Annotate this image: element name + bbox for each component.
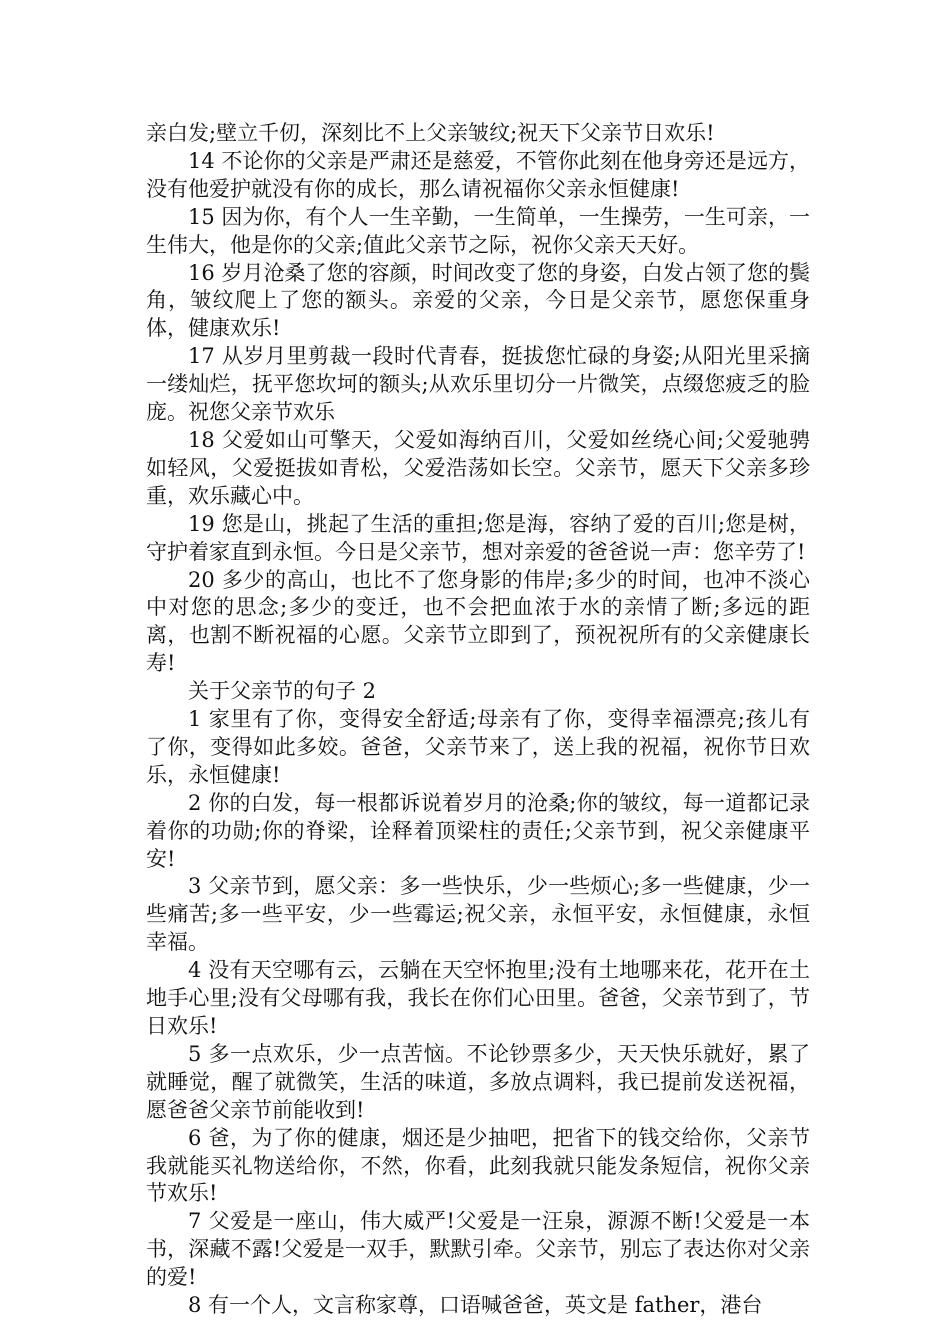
section-heading: 关于父亲节的句子 2 <box>188 679 377 704</box>
paragraph-2: 2 你的白发，每一根都诉说着岁月的沧桑;你的皱纹，每一道都记录着你的功勋;你的脊梁，诠释着顶梁柱的责任;父亲节到，祝父亲健康平安! <box>146 790 810 871</box>
paragraph-15: 15 因为你，有个人一生辛勤，一生简单，一生操劳，一生可亲，一生伟大，他是你的父亲;值此父亲节之际，祝你父亲天天好。 <box>146 204 810 257</box>
paragraph-20: 20 多少的高山，也比不了您身影的伟岸;多少的时间，也冲不淡心中对您的思念;多少的变迁，也不会把血浓于水的亲情了断;多远的距离，也割不断祝福的心愿。父亲节立即到了，预祝祝所有的父亲健康长寿! <box>146 567 810 676</box>
paragraph-1: 1 家里有了你，变得安全舒适;母亲有了你，变得幸福漂亮;孩儿有了你，变得如此多姣。爸爸，父亲节来了，送上我的祝福，祝你节日欢乐，永恒健康! <box>146 707 810 787</box>
paragraph-5: 5 多一点欢乐，少一点苦恼。不论钞票多少，天天快乐就好，累了就睡觉，醒了就微笑，生活的味道，多放点调料，我已提前发送祝福，愿爸爸父亲节前能收到! <box>146 1041 810 1122</box>
paragraph-14: 14 不论你的父亲是严肃还是慈爱，不管你此刻在他身旁还是远方，没有他爱护就没有你的成长，那么请祝福你父亲永恒健康! <box>146 148 810 201</box>
paragraph-17: 17 从岁月里剪裁一段时代青春，挺拔您忙碌的身姿;从阳光里采摘一缕灿烂，抚平您坎坷的额头;从欢乐里切分一片微笑，点缀您疲乏的脸庞。祝您父亲节欢乐 <box>146 344 810 425</box>
paragraph-7: 7 父爱是一座山，伟大威严!父爱是一汪泉，源源不断!父爱是一本书，深藏不露!父爱是一双手，默默引牵。父亲节，别忘了表达你对父亲的爱! <box>146 1209 810 1290</box>
document-body <box>146 120 810 1320</box>
paragraph-16: 16 岁月沧桑了您的容颜，时间改变了您的身姿，白发占领了您的鬓角，皱纹爬上了您的额头。亲爱的父亲，今日是父亲节，愿您保重身体，健康欢乐! <box>146 260 810 341</box>
paragraph-19: 19 您是山，挑起了生活的重担;您是海，容纳了爱的百川;您是树，守护着家直到永恒。今日是父亲节，想对亲爱的爸爸说一声：您辛劳了! <box>146 511 810 564</box>
paragraph-3: 3 父亲节到，愿父亲：多一些快乐，少一些烦心;多一些健康，少一些痛苦;多一些平安，少一些霉运;祝父亲，永恒平安，永恒健康，永恒幸福。 <box>146 874 810 955</box>
paragraph-4: 4 没有天空哪有云，云躺在天空怀抱里;没有土地哪来花，花开在土地手心里;没有父母哪有我，我长在你们心田里。爸爸，父亲节到了，节日欢乐! <box>146 958 810 1038</box>
paragraph-18: 18 父爱如山可擎天，父爱如海纳百川，父爱如丝绕心间;父爱驰骋如轻风，父爱挺拔如青松，父爱浩荡如长空。父亲节，愿天下父亲多珍重，欢乐藏心中。 <box>146 427 810 508</box>
paragraph-continuation: 亲白发;壁立千仞，深刻比不上父亲皱纹;祝天下父亲节日欢乐! <box>146 121 715 145</box>
paragraph-6: 6 爸，为了你的健康，烟还是少抽吧，把省下的钱交给你，父亲节我就能买礼物送给你，不然，你看，此刻我就只能发条短信，祝你父亲节欢乐! <box>146 1125 810 1206</box>
paragraph-8: 8 有一个人，文言称家尊，口语喊爸爸，英文是 father，港台 <box>188 1293 763 1318</box>
